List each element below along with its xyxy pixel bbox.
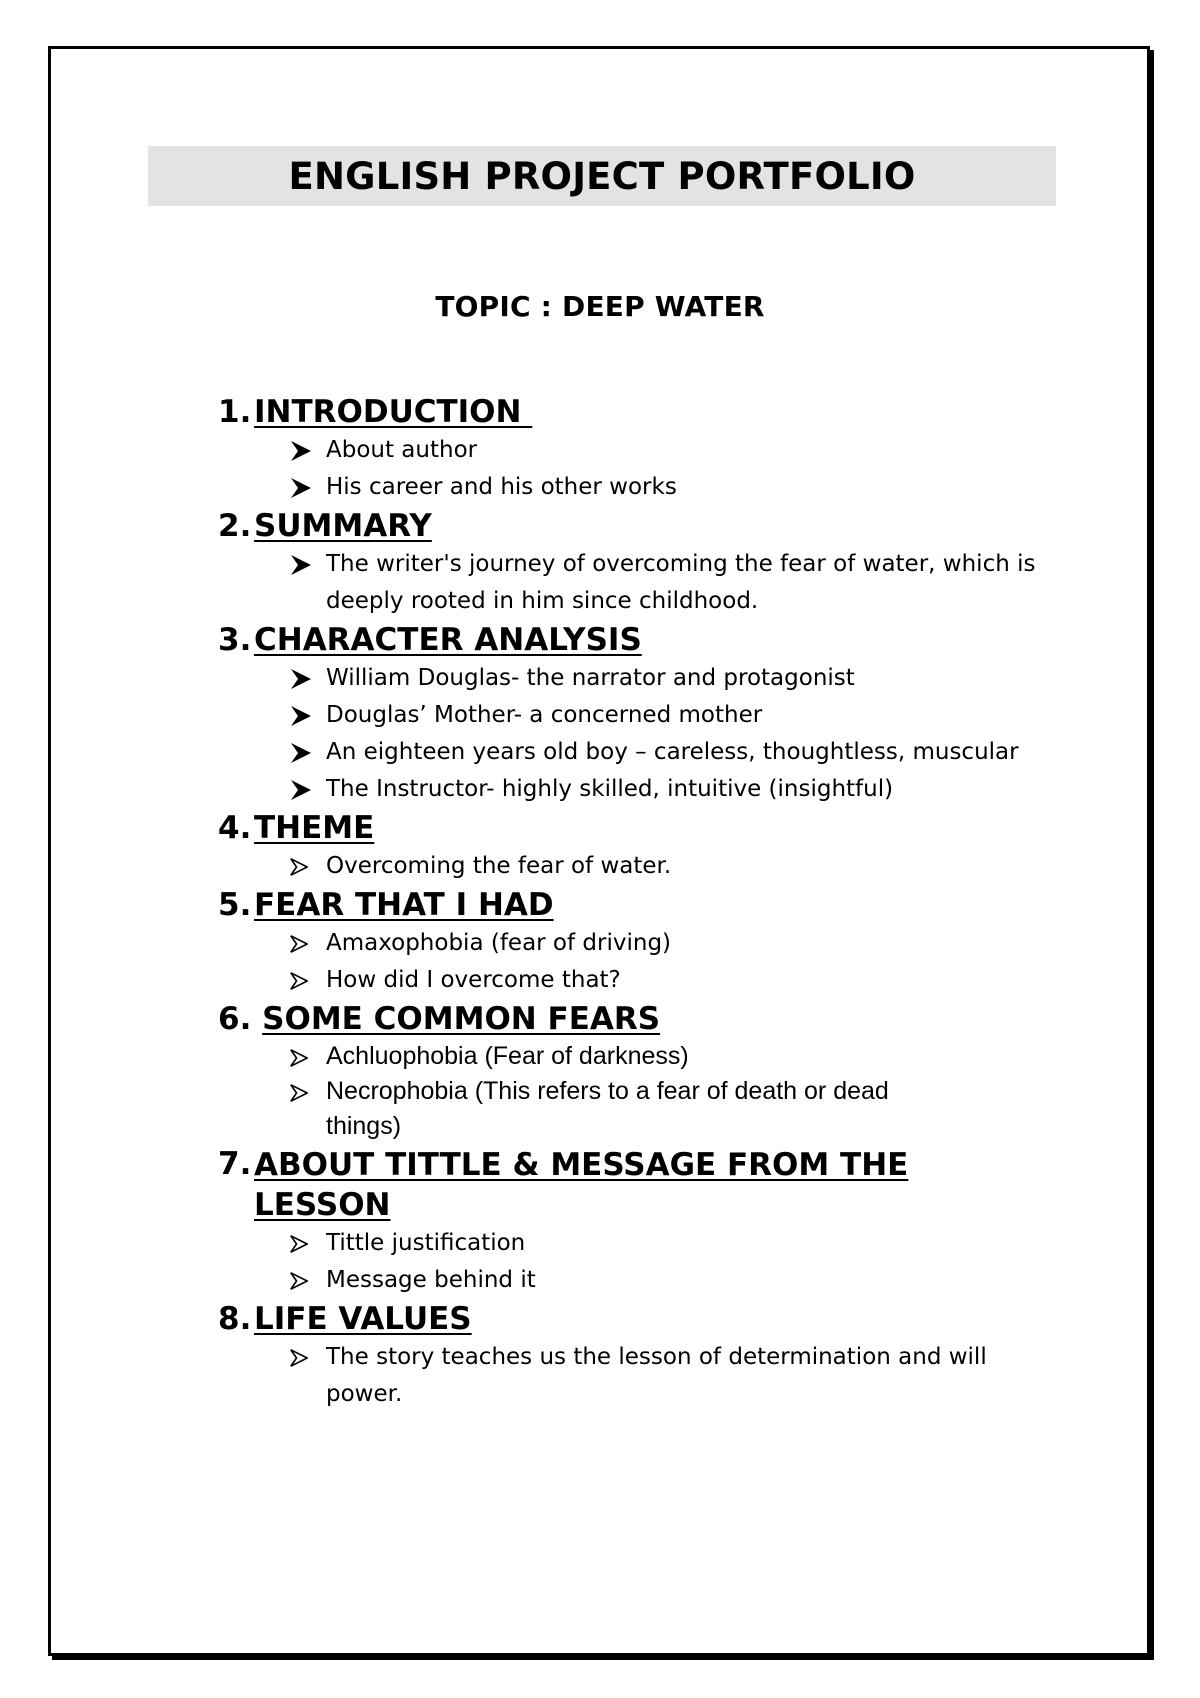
section-number: 1. <box>218 394 252 430</box>
arrow-bullet-icon <box>290 546 312 576</box>
bullet-list <box>218 925 1098 999</box>
list-item-text: The story teaches us the lesson of determination and will power. <box>326 1344 987 1407</box>
section-heading <box>218 809 1098 848</box>
list-item-text: Tittle justification <box>326 1230 526 1256</box>
list-item-text: Achluophobia (Fear of darkness) <box>326 1042 689 1070</box>
section-number: 8. <box>218 1301 252 1337</box>
arrow-bullet-icon <box>290 925 308 953</box>
arrow-bullet-icon <box>290 1339 308 1367</box>
list-item <box>290 1225 1098 1262</box>
bullet-list <box>218 1225 1098 1299</box>
section-title: CHARACTER ANALYSIS <box>254 622 642 658</box>
section-heading <box>218 1300 1098 1339</box>
list-item-text: The writer's journey of overcoming the fear of water, which is deeply rooted in him since childhood. <box>326 551 1036 614</box>
arrow-bullet-icon <box>290 848 308 876</box>
section-about-tittle-message <box>218 1145 1098 1299</box>
list-item <box>290 848 1098 885</box>
list-item <box>290 1039 1098 1074</box>
section-title: SUMMARY <box>254 508 432 544</box>
section-title: FEAR THAT I HAD <box>254 887 554 923</box>
list-item <box>290 660 1098 697</box>
section-life-values <box>218 1300 1098 1413</box>
arrow-bullet-icon <box>290 660 312 690</box>
section-heading <box>218 1000 1098 1039</box>
arrow-bullet-icon <box>290 1039 308 1067</box>
bullet-list <box>218 1339 1098 1413</box>
section-summary <box>218 507 1098 620</box>
bullet-list <box>218 848 1098 885</box>
section-number: 3. <box>218 622 252 658</box>
section-some-common-fears <box>218 1000 1098 1144</box>
arrow-bullet-icon <box>290 697 312 727</box>
section-heading <box>218 886 1098 925</box>
list-item <box>290 962 1098 999</box>
section-character-analysis <box>218 621 1098 808</box>
title-band <box>148 146 1056 206</box>
list-item-text: How did I overcome that? <box>326 967 621 993</box>
section-number: 2. <box>218 508 252 544</box>
list-item-text: Message behind it <box>326 1267 536 1293</box>
section-theme <box>218 809 1098 885</box>
list-item-text: Overcoming the fear of water. <box>326 853 672 879</box>
outline <box>218 392 1098 1413</box>
list-item <box>290 1074 966 1144</box>
arrow-bullet-icon <box>290 469 312 499</box>
section-title: INTRODUCTION <box>254 394 533 430</box>
list-item-text: William Douglas- the narrator and protagonist <box>326 665 855 691</box>
section-heading <box>218 393 1098 432</box>
section-number: 5. <box>218 887 252 923</box>
section-number: 4. <box>218 810 252 846</box>
section-number: 7. <box>218 1146 252 1182</box>
section-title: THEME <box>254 810 375 846</box>
list-item-text: An eighteen years old boy – careless, thoughtless, muscular <box>326 739 1019 765</box>
arrow-bullet-icon <box>290 432 312 462</box>
arrow-bullet-icon <box>290 734 312 764</box>
bullet-list <box>218 1039 1098 1144</box>
document-title: ENGLISH PROJECT PORTFOLIO <box>288 154 916 198</box>
arrow-bullet-icon <box>290 1074 308 1102</box>
list-item-text: The Instructor- highly skilled, intuitive (insightful) <box>326 776 894 802</box>
arrow-bullet-icon <box>290 1262 308 1290</box>
list-item-text: His career and his other works <box>326 474 677 500</box>
section-heading <box>218 1145 1098 1225</box>
list-item <box>290 469 1098 506</box>
list-item-text: Necrophobia (This refers to a fear of death or dead things) <box>326 1077 889 1140</box>
list-item <box>290 1339 1026 1413</box>
bullet-list <box>218 660 1098 808</box>
section-title: SOME COMMON FEARS <box>262 1001 661 1037</box>
arrow-bullet-icon <box>290 1225 308 1253</box>
section-heading <box>218 507 1098 546</box>
list-item <box>290 432 1098 469</box>
section-fear-that-i-had <box>218 886 1098 999</box>
bullet-list <box>218 546 1098 620</box>
bullet-list <box>218 432 1098 506</box>
list-item-text: Douglas’ Mother- a concerned mother <box>326 702 763 728</box>
section-number: 6. <box>218 1001 263 1037</box>
arrow-bullet-icon <box>290 771 312 801</box>
list-item <box>290 697 1098 734</box>
section-heading <box>218 621 1098 660</box>
topic-heading: TOPIC : DEEP WATER <box>435 290 765 323</box>
section-title: ABOUT TITTLE & MESSAGE FROM THE LESSON <box>254 1147 909 1223</box>
list-item-text: Amaxophobia (fear of driving) <box>326 930 672 956</box>
section-introduction <box>218 393 1098 506</box>
list-item <box>290 734 1098 771</box>
list-item <box>290 925 1098 962</box>
list-item <box>290 1262 1098 1299</box>
list-item-text: About author <box>326 437 478 463</box>
section-title: LIFE VALUES <box>254 1301 472 1337</box>
list-item <box>290 546 1098 620</box>
list-item <box>290 771 1098 808</box>
arrow-bullet-icon <box>290 962 308 990</box>
